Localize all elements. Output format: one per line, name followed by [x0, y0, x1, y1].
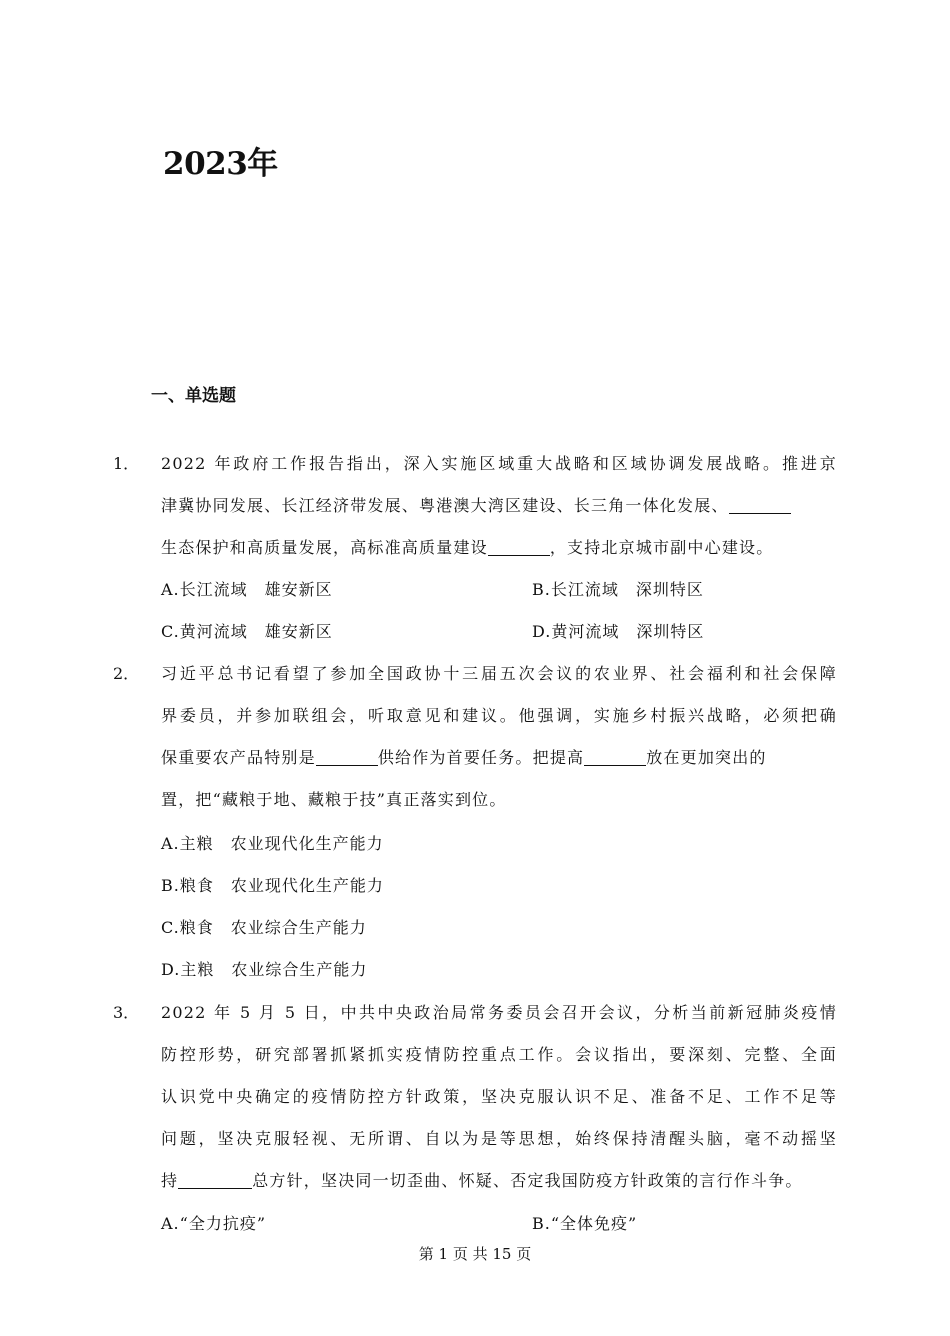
question-text: 持 — [161, 1171, 179, 1190]
question-text-line — [161, 1168, 837, 1191]
question-text: 生态保护和高质量发展，高标准高质量建设 — [161, 538, 488, 557]
question-text-line: 问题，坚决克服轻视、无所谓、自以为是等思想，始终保持清醒头脑，毫不动摇坚 — [161, 1129, 837, 1148]
question-text: 总方针，坚决同一切歪曲、怀疑、否定我国防疫方针政策的言行作斗争。 — [252, 1171, 803, 1190]
question-number: 2． — [113, 664, 140, 683]
fill-blank — [729, 497, 791, 514]
option-d[interactable]: D.主粮 农业综合生产能力 — [161, 960, 368, 979]
question-text-line — [161, 745, 837, 768]
section-title: 一、单选题 — [151, 386, 236, 406]
option-b[interactable]: B.“全体免疫” — [532, 1214, 638, 1233]
question-text-line: 置，把“藏粮于地、藏粮于技”真正落实到位。 — [161, 790, 507, 809]
option-c[interactable]: C.黄河流域 雄安新区 — [161, 622, 333, 641]
option-a[interactable]: A.主粮 农业现代化生产能力 — [161, 834, 384, 853]
option-b[interactable]: B.粮食 农业现代化生产能力 — [161, 876, 384, 895]
question-text-line: 认识党中央确定的疫情防控方针政策，坚决克服认识不足、准备不足、工作不足等 — [161, 1087, 837, 1106]
question-text: 放在更加突出的 — [646, 748, 767, 767]
question-text-line: 界委员，并参加联组会，听取意见和建议。他强调，实施乡村振兴战略，必须把确 — [161, 706, 837, 725]
option-c[interactable]: C.粮食 农业综合生产能力 — [161, 918, 367, 937]
question-text-line: 2022 年 5 月 5 日，中共中央政治局常务委员会召开会议，分析当前新冠肺炎疫情 — [161, 1003, 837, 1022]
option-a[interactable]: A.“全力抗疫” — [161, 1214, 267, 1233]
question-text: 津冀协同发展、长江经济带发展、粤港澳大湾区建设、长三角一体化发展、 — [161, 496, 729, 515]
question-text-line — [161, 493, 837, 516]
fill-blank — [488, 539, 550, 556]
question-text-line — [161, 535, 837, 558]
option-d[interactable]: D.黄河流域 深圳特区 — [532, 622, 705, 641]
question-text: 保重要农产品特别是 — [161, 748, 316, 767]
option-b[interactable]: B.长江流域 深圳特区 — [532, 580, 704, 599]
question-text: ，支持北京城市副中心建设。 — [549, 538, 774, 557]
page-footer: 第 1 页 共 15 页 — [418, 1245, 532, 1263]
fill-blank — [316, 749, 378, 766]
fill-blank — [584, 749, 646, 766]
question-text-line: 防控形势，研究部署抓紧抓实疫情防控重点工作。会议指出，要深刻、完整、全面 — [161, 1045, 837, 1064]
question-text: 供给作为首要任务。把提高 — [377, 748, 585, 767]
question-text-line: 习近平总书记看望了参加全国政协十三届五次会议的农业界、社会福利和社会保障 — [161, 664, 837, 683]
fill-blank — [178, 1172, 252, 1189]
question-number: 1． — [113, 454, 140, 473]
question-number: 3． — [113, 1003, 140, 1022]
option-a[interactable]: A.长江流域 雄安新区 — [161, 580, 333, 599]
question-text-line: 2022 年政府工作报告指出，深入实施区域重大战略和区域协调发展战略。推进京 — [161, 454, 837, 473]
document-title-year: 2023年 — [163, 146, 278, 182]
